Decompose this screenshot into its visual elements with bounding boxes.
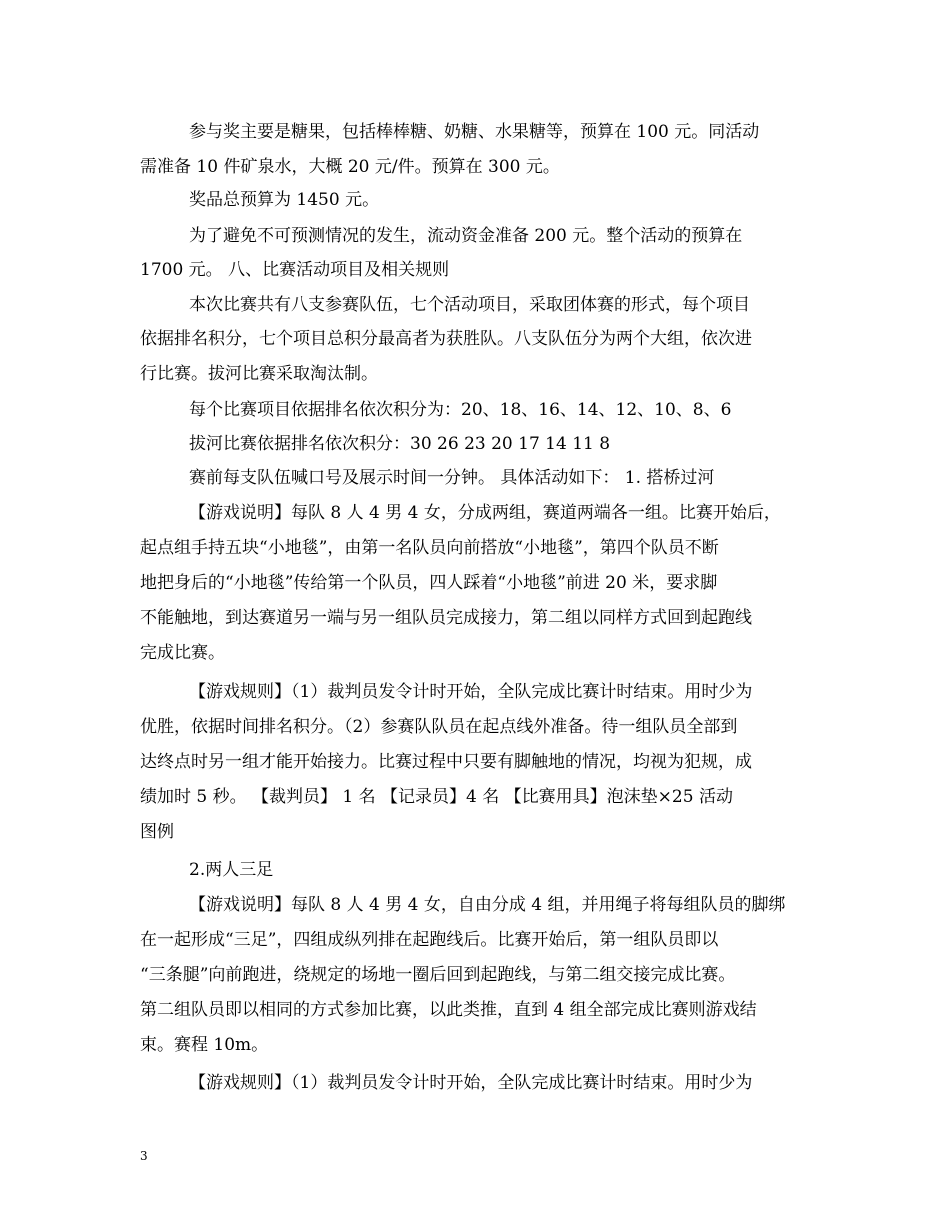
text-line: 行比赛。拔河比赛采取淘汰制。 (140, 364, 378, 384)
text-line: 优胜，依据时间排名积分。（2）参赛队队员在起点线外准备。待一组队员全部到 (140, 717, 738, 737)
text-line: 每个比赛项目依据排名依次积分为：20、18、16、14、12、10、8、6 (189, 400, 732, 420)
text-line: 达终点时另一组才能开始接力。比赛过程中只要有脚触地的情况，均视为犯规，成 (140, 752, 752, 772)
text-line: 依据排名积分，七个项目总积分最高者为获胜队。八支队伍分为两个大组，依次进 (140, 329, 752, 349)
text-line: 【游戏规则】（1）裁判员发令计时开始，全队完成比赛计时结束。用时少为 (189, 1073, 753, 1093)
text-line: 2.两人三足 (189, 860, 274, 880)
text-line: 完成比赛。 (140, 643, 225, 663)
text-line: 需准备 10 件矿泉水，大概 20 元/件。预算在 300 元。 (140, 157, 560, 177)
text-line: 拔河比赛依据排名依次积分：30 26 23 20 17 14 11 8 (189, 434, 611, 454)
text-line: 赛前每支队伍喊口号及展示时间一分钟。 具体活动如下： 1. 搭桥过河 (189, 468, 715, 488)
text-line: 在一起形成“三足”，四组成纵列排在起跑线后。比赛开始后，第一组队员即以 (140, 930, 719, 950)
text-line: 地把身后的“小地毯”传给第一个队员，四人踩着“小地毯”前进 20 米，要求脚 (140, 573, 718, 593)
text-line: 【游戏说明】每队 8 人 4 男 4 女，分成两组，赛道两端各一组。比赛开始后， (189, 503, 781, 523)
text-line: 起点组手持五块“小地毯”，由第一名队员向前搭放“小地毯”，第四个队员不断 (140, 538, 719, 558)
text-line: 奖品总预算为 1450 元。 (189, 190, 380, 210)
text-line: “三条腿”向前跑进，绕规定的场地一圈后回到起跑线，与第二组交接完成比赛。 (140, 965, 736, 985)
page-number: 3 (140, 1149, 148, 1163)
text-line: 1700 元。 八、比赛活动项目及相关规则 (140, 260, 450, 280)
text-line: 【游戏规则】（1）裁判员发令计时开始，全队完成比赛计时结束。用时少为 (189, 682, 753, 702)
text-line: 参与奖主要是糖果，包括棒棒糖、奶糖、水果糖等，预算在 100 元。同活动 (189, 122, 760, 142)
text-line: 束。赛程 10m。 (140, 1035, 269, 1055)
text-line: 图例 (140, 822, 174, 842)
text-line: 【游戏说明】每队 8 人 4 男 4 女，自由分成 4 组，并用绳子将每组队员的脚绑 (189, 895, 786, 915)
text-line: 绩加时 5 秒。 【裁判员】 1 名 【记录员】4 名 【比赛用具】泡沫垫×25 活动 (140, 787, 733, 807)
text-line: 为了避免不可预测情况的发生，流动资金准备 200 元。整个活动的预算在 (189, 226, 743, 246)
text-line: 第二组队员即以相同的方式参加比赛，以此类推，直到 4 组全部完成比赛则游戏结 (140, 1000, 757, 1020)
text-line: 本次比赛共有八支参赛队伍，七个活动项目，采取团体赛的形式，每个项目 (189, 295, 750, 315)
text-line: 不能触地，到达赛道另一端与另一组队员完成接力，第二组以同样方式回到起跑线 (140, 608, 752, 628)
